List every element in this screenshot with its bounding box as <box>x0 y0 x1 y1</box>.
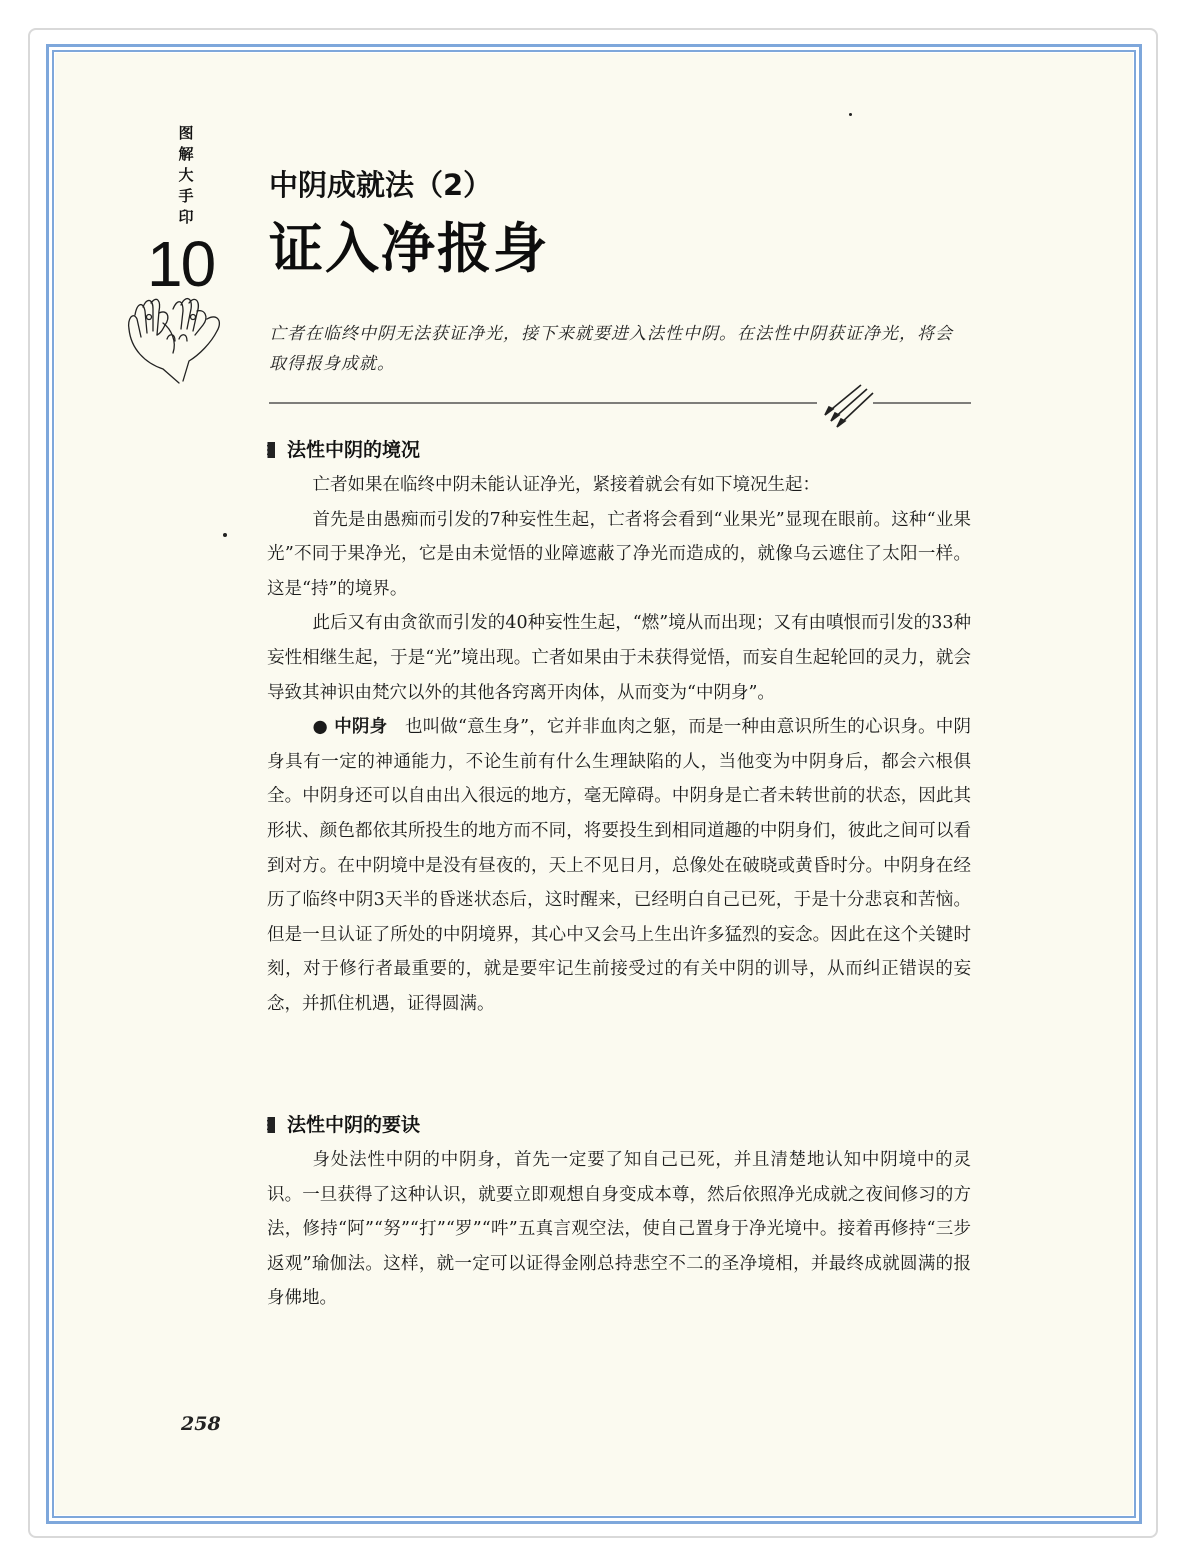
bullet-paragraph <box>267 710 971 1021</box>
section-heading <box>267 1111 971 1139</box>
intro-text: 亡者在临终中阴无法获证净光，接下来就要进入法性中阴。在法性中阴获证净光，将会取得报身成就。 <box>269 324 953 374</box>
side-label-char: 印 <box>178 208 194 226</box>
book-page <box>55 53 1133 1515</box>
section-fxzy-state <box>267 436 971 1022</box>
series-side-label <box>175 123 197 228</box>
paragraph: 首先是由愚痴而引发的7种妄性生起，亡者将会看到“业果光”显现在眼前。这种“业果光”不同于果净光，它是由未觉悟的业障遮蔽了净光而造成的，就像乌云遮住了太阳一样。这是“持”的境界。 <box>267 509 971 599</box>
section-fxzy-key <box>267 1111 971 1316</box>
page-title: 证入净报身 <box>269 216 549 280</box>
side-label-char: 大 <box>178 166 194 184</box>
chapter-number: 10 <box>147 228 215 300</box>
page-number: 258 <box>181 1413 221 1435</box>
print-speck <box>223 533 227 537</box>
side-label-char: 手 <box>178 187 194 205</box>
section-heading <box>267 436 971 464</box>
heading-marker-icon <box>267 1117 275 1133</box>
paragraph: 亡者如果在临终中阴未能认证净光，紧接着就会有如下境况生起： <box>312 475 820 495</box>
paragraph: 此后又有由贪欲而引发的40种妄性生起，“燃”境从而出现；又有由嗔恨而引发的33种妄性相继生起，于是“光”境出现。亡者如果由于未获得觉悟，而妄自生起轮回的灵力，就会导致其神识由梵穴以外的其他各窍离开肉体，从而变为“中阴身”。 <box>267 613 971 703</box>
page-subtitle: 中阴成就法（2） <box>269 168 493 202</box>
print-speck <box>849 113 852 116</box>
side-label-char: 解 <box>178 145 194 163</box>
bullet-text: 也叫做“意生身”，它并非血肉之躯，而是一种由意识所生的心识身。中阴身具有一定的神通能力，不论生前有什么生理缺陷的人，当他变为中阴身后，都会六根俱全。中阴身还可以自由出入很远的地方，毫无障碍。中阴身是亡者未转世前的状态，因此其形状、颜色都依其所投生的地方而不同，将要投生到相同道趣的中阴身们，彼此之间可以看到对方。在中阴境中是没有昼夜的，天上不见日月，总像处在破晓或黄昏时分。中阴身在经历了临终中阴3天半的昏迷状态后，这时醒来，已经明白自己已死，于是十分悲哀和苦恼。但是一旦认证了所处的中阴境界，其心中又会马上生出许多猛烈的妄念。因此在这个关键时刻，对于修行者最重要的，就是要牢记生前接受过的有关中阴的训导，从而纠正错误的妄念，并抓住机遇，证得圆满。 <box>267 717 971 1014</box>
arrow-divider-icon <box>269 379 971 429</box>
section-heading-text: 法性中阴的境况 <box>287 439 421 461</box>
mudra-hands-icon <box>123 289 231 385</box>
bullet-term: ● 中阴身 <box>312 717 388 738</box>
heading-marker-icon <box>267 442 275 458</box>
paragraph: 身处法性中阴的中阴身，首先一定要了知自己已死，并且清楚地认知中阴境中的灵识。一旦获得了这种认识，就要立即观想自身变成本尊，然后依照净光成就之夜间修习的方法，修持“阿”“努”“打”“罗”“吽”五真言观空法，使自己置身于净光境中。接着再修持“三步返观”瑜伽法。这样，就一定可以证得金刚总持悲空不二的圣净境相，并最终成就圆满的报身佛地。 <box>267 1150 971 1309</box>
section-heading-text: 法性中阴的要诀 <box>287 1114 421 1136</box>
side-label-char: 图 <box>178 124 194 142</box>
